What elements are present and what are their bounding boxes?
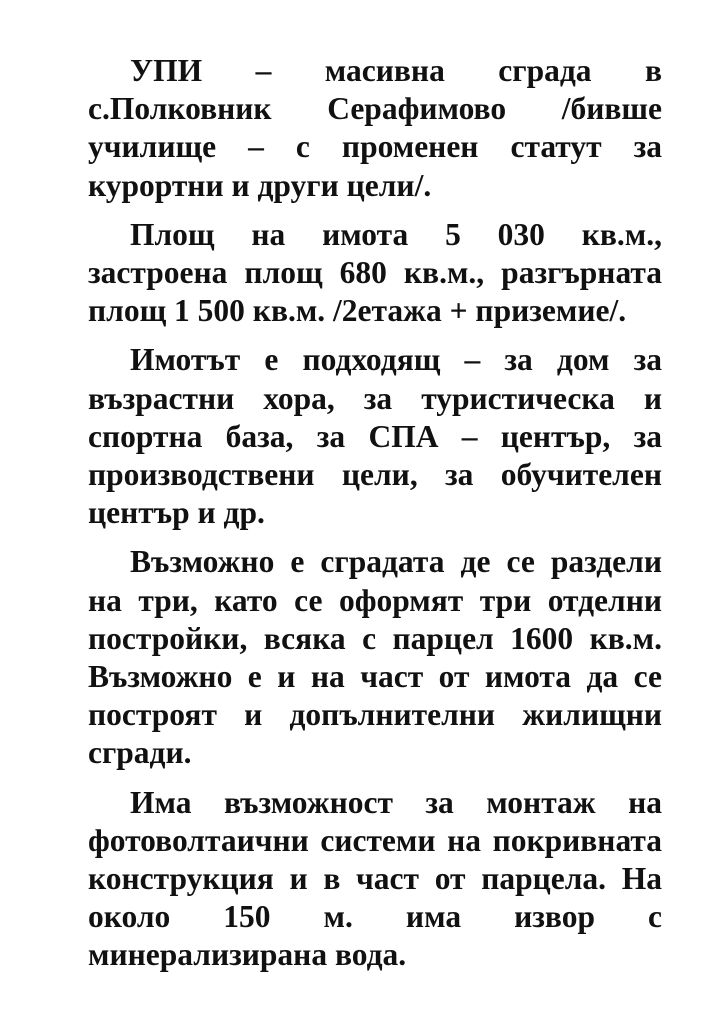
- paragraph-division-options: Възможно е сградата де се раздели на три, като се оформят три отделни постройки, всяка с парцел 1600 кв.м. Възможно е и на част от имота да се построят и допълнителни жилищни сгради.: [88, 544, 662, 771]
- paragraph-solar-and-water: Има възможност за монтаж на фотоволтаични системи на покривната конструкция и в част от парцела. На около 150 м. има извор с минерализирана вода.: [88, 784, 662, 973]
- paragraph-property-description: УПИ – масивна сграда в с.Полковник Серафимово /бивше училище – с променен статут за курортни и други цели/.: [88, 53, 662, 203]
- paragraph-suitable-uses: Имотът е подходящ – за дом за възрастни хора, за туристическа и спортна база, за СПА – център, за производствени цели, за обучителен център и др.: [88, 342, 662, 531]
- paragraph-area-details: Площ на имота 5 030 кв.м., застроена площ 680 кв.м., разгърната площ 1 500 кв.м. /2етажа + приземие/.: [88, 216, 662, 329]
